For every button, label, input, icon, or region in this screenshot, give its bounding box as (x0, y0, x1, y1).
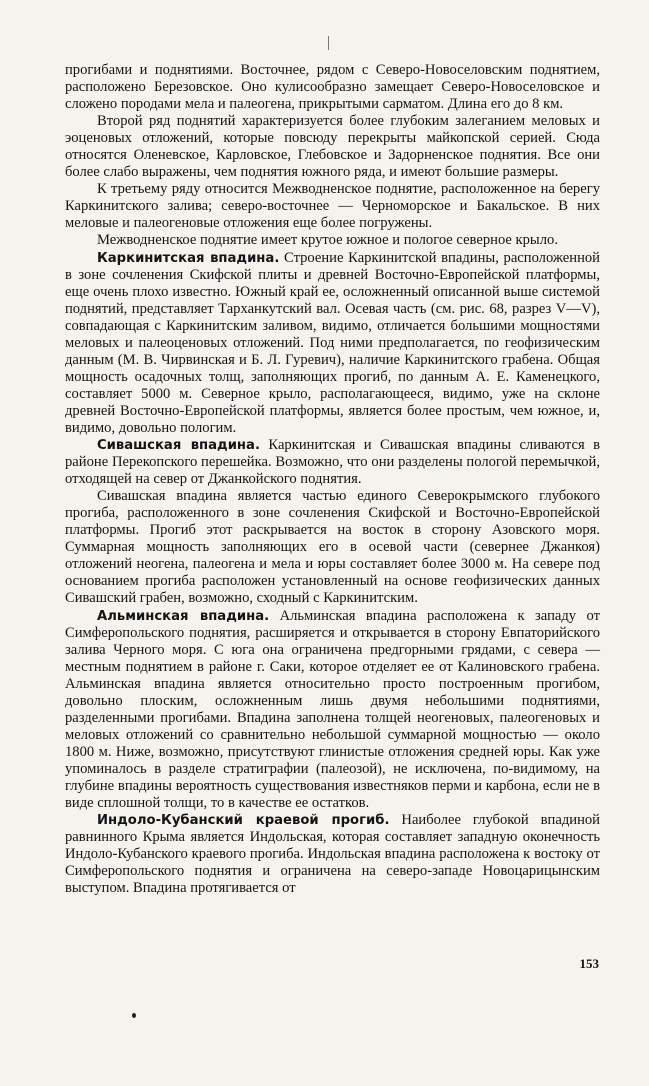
paragraph-4 (65, 232, 600, 249)
paragraph-text: Межводненское поднятие имеет крутое южное и пологое северное крыло. (97, 232, 558, 249)
page-number: 153 (579, 956, 599, 971)
section-heading: Каркинитская впадина. (97, 250, 280, 266)
paragraph-text: Сивашская впадина является частью единого Северокрымского глубокого прогиба, расположенного в зоне сочленения Скифской и Восточно-Европейской платформы. Прогиб этот раскрывается на восток в сторону Азовского моря. Суммарная мощность заполняющих его в осевой части (севернее Джанкоя) отложений неогена, палеогена и мела и юры составляет более 3000 м. На севере под основанием прогиба расположен установленный на основе геофизических данных Сивашский грабен, возможно, сходный с Каркинитским. (65, 488, 600, 607)
section-heading: Индоло-Кубанский краевой прогиб. (97, 813, 390, 829)
paragraph-sivash (65, 437, 600, 488)
paragraph-1 (65, 62, 600, 113)
section-heading: Сивашская впадина. (97, 438, 260, 454)
paragraph-text: Второй ряд поднятий характеризуется более глубоким залеганием меловых и эоценовых отложений, которые повсюду перекрыты майкопской серией. Сюда относятся Оленевское, Карловское, Глебовское и Задорненское поднятия. Все они более слабо выражены, чем поднятия южного ряда, и имеют большие размеры. (65, 113, 600, 181)
paragraph-text: прогибами и поднятиями. Восточнее, рядом с Северо-Новоселовским поднятием, расположено Березовское. Оно кулисообразно замещает Северо-Новоселовское и сложено породами мела и палеогена, прикрытыми сарматом. Длина его до 8 км. (65, 62, 600, 113)
paragraph-text: Строение Каркинитской впадины, расположенной в зоне сочленения Скифской плиты и древней Восточно-Европейской платформы, еще очень плохо известно. Южный край ее, осложненный описанной выше системой поднятий, представляет Тарханкутский вал. Осевая часть (см. рис. 68, разрез V—V), совпадающая с Каркинитским заливом, видимо, отличается большими мощностями меловых и палеоценовых отложений. Под ними предполагается, по геофизическим данным (М. В. Чирвинская и Б. Л. Гуревич), наличие Каркинитского грабена. Общая мощность осадочных толщ, заполняющих прогиб, по данным А. Е. Каменецкого, составляет 5000 м. Северное крыло, располагающееся, видимо, уже на склоне древней Восточно-Европейской платформы, является более простым, чем южное, и, видимо, довольно пологим. (65, 249, 600, 436)
paragraph-3 (65, 181, 600, 232)
paragraph-text: Альминская впадина расположена к западу от Симферопольского поднятия, расширяется и открывается в сторону Евпаторийского залива Черного моря. С юга она ограничена предгорными грядами, с севера — местным поднятием в районе г. Саки, которое отделяет ее от Калиновского грабена. Альминская впадина является относительно просто построенным прогибом, довольно плоским, осложненным лишь двумя небольшими поднятиями, разделенными прогибами. Впадина заполнена толщей неогеновых, палеогеновых и меловых отложений со сравнительно небольшой суммарной мощностью — около 1800 м. Ниже, возможно, присутствуют глинистые отложения средней юры. Как уже упоминалось в разделе стратиграфии (палеозой), не исключена, по-видимому, на глубине впадины вероятность существования известняков перми и карбона, если не в виде сплошной толщи, то в качестве ее остатков. (65, 607, 600, 812)
paragraph-2 (65, 113, 600, 181)
paragraph-alma (65, 608, 600, 813)
scan-mark (328, 36, 329, 50)
paragraph-text: Каркинитская и Сивашская впадины сливаются в районе Перекопского перешейка. Возможно, что они разделены пологой перемычкой, отходящей на север от Джанкойского поднятия. (65, 437, 600, 488)
paragraph-7 (65, 488, 600, 607)
section-heading: Альминская впадина. (97, 608, 270, 624)
paragraph-indolo-kuban (65, 812, 600, 897)
paragraph-karkinit (65, 250, 600, 438)
paragraph-text: Наиболее глубокой впадиной равнинного Крыма является Индольская, которая составляет западную оконечность Индоло-Кубанского краевого прогиба. Индольская впадина расположена к востоку от Симферопольского поднятия и ограничена на северо-западе Новоцарицынским выступом. Впадина протягивается от (65, 812, 600, 897)
scan-speck (132, 1013, 136, 1018)
paragraph-text: К третьему ряду относится Межводненское поднятие, расположенное на берегу Каркинитского залива; северо-восточнее — Черноморское и Бакальское. В них меловые и палеогеновые отложения еще более погружены. (65, 181, 600, 232)
